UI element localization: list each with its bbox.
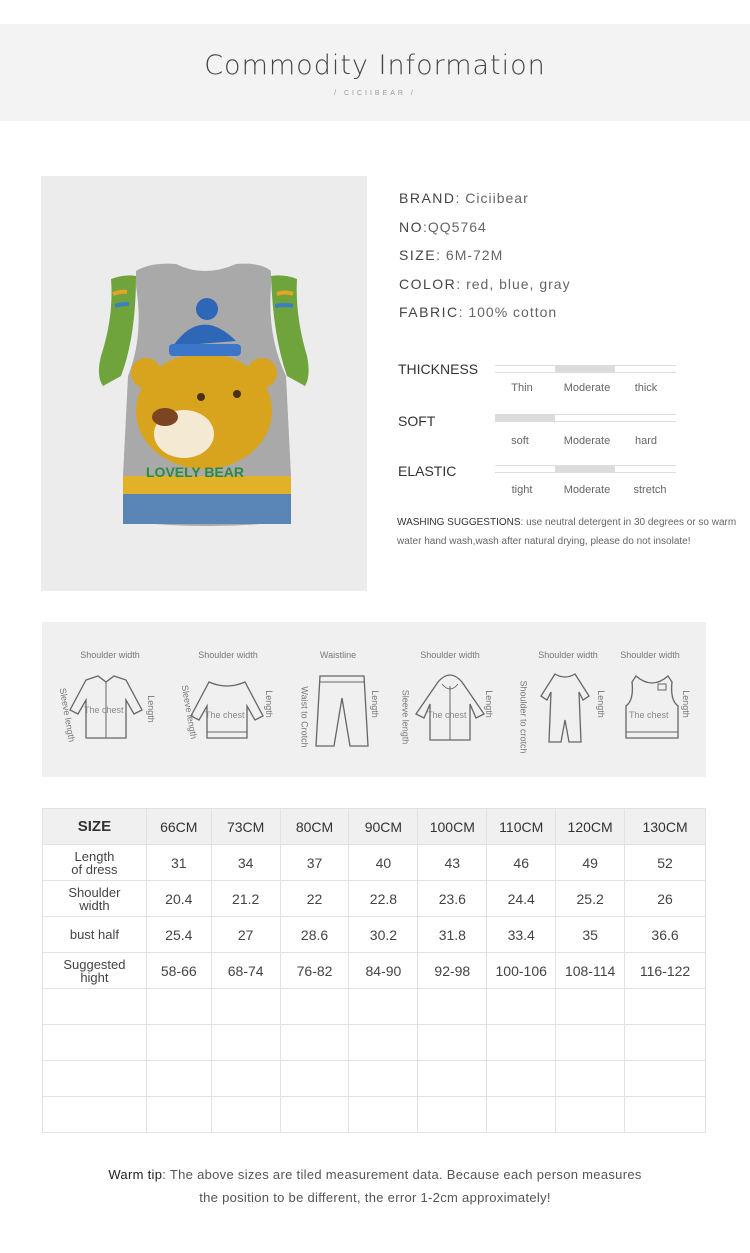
table-cell [211,1097,280,1133]
vest-icon [622,672,682,742]
soft-label: SOFT [398,413,436,429]
table-cell: 108-114 [556,953,625,989]
info-size-sep: : [436,247,446,263]
table-cell [487,1097,556,1133]
diagram-label-top: Shoulder width [420,650,480,660]
hoodie-icon [412,668,488,744]
table-header-cell: 73CM [211,809,280,845]
row-label-line: Suggested [63,956,126,972]
table-cell: 30.2 [349,917,418,953]
table-row [43,953,706,989]
table-cell [146,1061,211,1097]
table-cell: 23.6 [418,881,487,917]
table-cell [418,1097,487,1133]
table-cell [349,1025,418,1061]
table-header-row [43,809,706,845]
table-cell [280,1061,349,1097]
table-cell [556,1061,625,1097]
warm-tip [0,1163,750,1209]
table-cell [280,989,349,1025]
diagram-label-center: The chest [205,710,245,720]
elastic-option: Moderate [563,484,611,496]
table-row-label [43,845,147,881]
diagram-label-left: Sleeve length [400,689,411,745]
info-size-value: 6M-72M [445,247,504,263]
elastic-label: ELASTIC [398,463,457,479]
info-size [399,247,503,263]
elastic-option: tight [511,484,533,496]
meter-segment [555,415,615,421]
info-brand-sep: : [455,190,466,206]
size-table [42,808,706,1133]
table-cell: 26 [625,881,706,917]
soft-meter [495,414,676,422]
table-row [43,1097,706,1133]
diagram-label-right: Length [369,690,380,718]
table-cell [280,1097,349,1133]
table-cell: 92-98 [418,953,487,989]
table-cell: 27 [211,917,280,953]
table-header-cell: 110CM [487,809,556,845]
table-cell: 84-90 [349,953,418,989]
diagram-label-left: Shoulder to crotch [518,680,529,754]
warm-tip-line1: : The above sizes are tiled measurement data. Because each person measures [162,1167,642,1182]
info-fabric-label: FABRIC [399,304,459,320]
table-cell [349,1061,418,1097]
diagram-label-top: Waistline [319,650,357,660]
diagram-label-right: Length [483,690,494,718]
info-color-sep: : [456,276,467,292]
table-cell [211,1025,280,1061]
table-cell [487,1061,556,1097]
washing-text: : use neutral detergent in 30 degrees or so warm water hand wash,wash after natural drying, please do not insolate! [397,517,737,547]
thickness-option: Moderate [563,382,611,394]
table-row-label [43,917,147,953]
table-cell [625,1025,706,1061]
table-cell: 52 [625,845,706,881]
table-row [43,989,706,1025]
row-label-line: width [79,897,110,913]
info-fabric-value: 100% cotton [468,304,558,320]
table-cell [418,1061,487,1097]
table-cell: 49 [556,845,625,881]
info-no-label: NO [399,219,423,235]
vest-print-text: LOVELY BEAR [146,464,245,480]
info-no-value: QQ5764 [427,219,487,235]
diagram-label-center: The chest [629,710,669,720]
soft-option: soft [511,435,529,447]
table-row-label [43,989,147,1025]
info-brand-value: Ciciibear [465,190,529,206]
diagram-label-right: Length [263,690,274,718]
table-row [43,1061,706,1097]
diagram-label-left: Waist to Crotch [299,686,310,748]
table-row-label [43,881,147,917]
table-cell [349,1097,418,1133]
table-cell: 31.8 [418,917,487,953]
table-cell: 46 [487,845,556,881]
info-fabric-sep: : [458,304,469,320]
info-brand-label: BRAND [399,190,456,206]
romper-icon [535,670,595,746]
table-cell: 22 [280,881,349,917]
thickness-option: thick [634,382,658,394]
diagram-label-right: Length [680,690,691,718]
table-header-cell: 66CM [146,809,211,845]
diagram-label-top: Shoulder width [620,650,680,660]
table-cell [625,1061,706,1097]
vest-illustration [41,176,367,591]
table-cell: 25.4 [146,917,211,953]
soft-option: Moderate [563,435,611,447]
table-header-cell: 120CM [556,809,625,845]
meter-segment [495,466,555,472]
info-no [399,219,487,235]
table-cell: 68-74 [211,953,280,989]
diagram-label-top: Shoulder width [80,650,140,660]
sweater-icon [187,676,267,742]
diagram-label-center: The chest [84,705,124,715]
elastic-option: stretch [633,484,667,496]
table-row-label [43,1061,147,1097]
info-size-label: SIZE [399,247,437,263]
table-row [43,881,706,917]
table-row [43,845,706,881]
soft-option: hard [634,435,658,447]
table-cell: 21.2 [211,881,280,917]
table-cell [349,989,418,1025]
info-color-label: COLOR [399,276,457,292]
table-cell [556,1025,625,1061]
table-cell: 58-66 [146,953,211,989]
row-label-line: of dress [71,861,118,877]
row-label-line: Shoulder [68,884,121,900]
info-color [399,276,571,292]
table-cell: 24.4 [487,881,556,917]
diagram-label-left: Sleeve length [57,687,77,743]
meter-segment-selected [555,366,615,372]
thickness-meter [495,365,676,373]
table-row [43,917,706,953]
table-cell: 35 [556,917,625,953]
meter-segment-selected [495,415,555,421]
meter-segment [615,415,675,421]
washing-suggestions [397,513,742,551]
table-header-cell: 130CM [625,809,706,845]
diagram-label-top: Shoulder width [198,650,258,660]
table-cell: 43 [418,845,487,881]
table-cell: 116-122 [625,953,706,989]
table-cell [625,1097,706,1133]
table-header-cell: 100CM [418,809,487,845]
pants-icon [312,670,372,750]
thickness-option: Thin [511,382,533,394]
table-cell [146,1097,211,1133]
table-cell: 100-106 [487,953,556,989]
row-label-line: Length [74,848,115,864]
table-cell [418,1025,487,1061]
meter-segment [495,366,555,372]
table-cell [487,1025,556,1061]
table-cell [625,989,706,1025]
table-cell [487,989,556,1025]
diagram-label-top: Shoulder width [538,650,598,660]
info-fabric [399,304,557,320]
meter-segment [615,466,675,472]
diagram-label-left: Sleeve length [179,684,199,740]
thickness-label: THICKNESS [398,361,479,377]
table-cell [211,1061,280,1097]
table-cell [556,989,625,1025]
table-cell: 76-82 [280,953,349,989]
washing-label: WASHING SUGGESTIONS [397,517,521,528]
table-row-label [43,1025,147,1061]
info-brand [399,190,529,206]
warm-tip-label: Warm tip [108,1167,163,1182]
table-cell: 40 [349,845,418,881]
meter-segment [615,366,675,372]
row-label-line: hight [80,969,109,985]
table-cell [556,1097,625,1133]
table-row [43,1025,706,1061]
table-row-label [43,953,147,989]
table-cell [280,1025,349,1061]
table-cell: 20.4 [146,881,211,917]
table-cell: 28.6 [280,917,349,953]
product-image [41,176,367,591]
warm-tip-line2: the position to be different, the error 1-2cm approximately! [199,1190,551,1205]
table-cell [418,989,487,1025]
table-cell: 37 [280,845,349,881]
table-cell: 31 [146,845,211,881]
table-cell: 36.6 [625,917,706,953]
table-row-label [43,1097,147,1133]
table-cell [146,1025,211,1061]
table-header-cell: 80CM [280,809,349,845]
info-no-sep: : [423,219,428,235]
elastic-meter [495,465,676,473]
page-subtitle: / CICIIBEAR / [334,90,416,97]
diagram-label-right: Length [595,690,606,718]
table-cell [146,989,211,1025]
table-cell: 33.4 [487,917,556,953]
table-cell: 25.2 [556,881,625,917]
table-cell [211,989,280,1025]
table-cell: 34 [211,845,280,881]
page-title: Commodity Information [204,50,546,81]
table-cell: 22.8 [349,881,418,917]
diagram-label-center: The chest [427,710,467,720]
measurement-diagram [42,622,706,777]
meter-segment-selected [555,466,615,472]
table-header-cell: 90CM [349,809,418,845]
row-label-line: bust half [69,927,119,942]
diagram-label-right: Length [145,695,156,723]
table-header-cell: SIZE [43,809,147,845]
info-color-value: red, blue, gray [466,276,571,292]
